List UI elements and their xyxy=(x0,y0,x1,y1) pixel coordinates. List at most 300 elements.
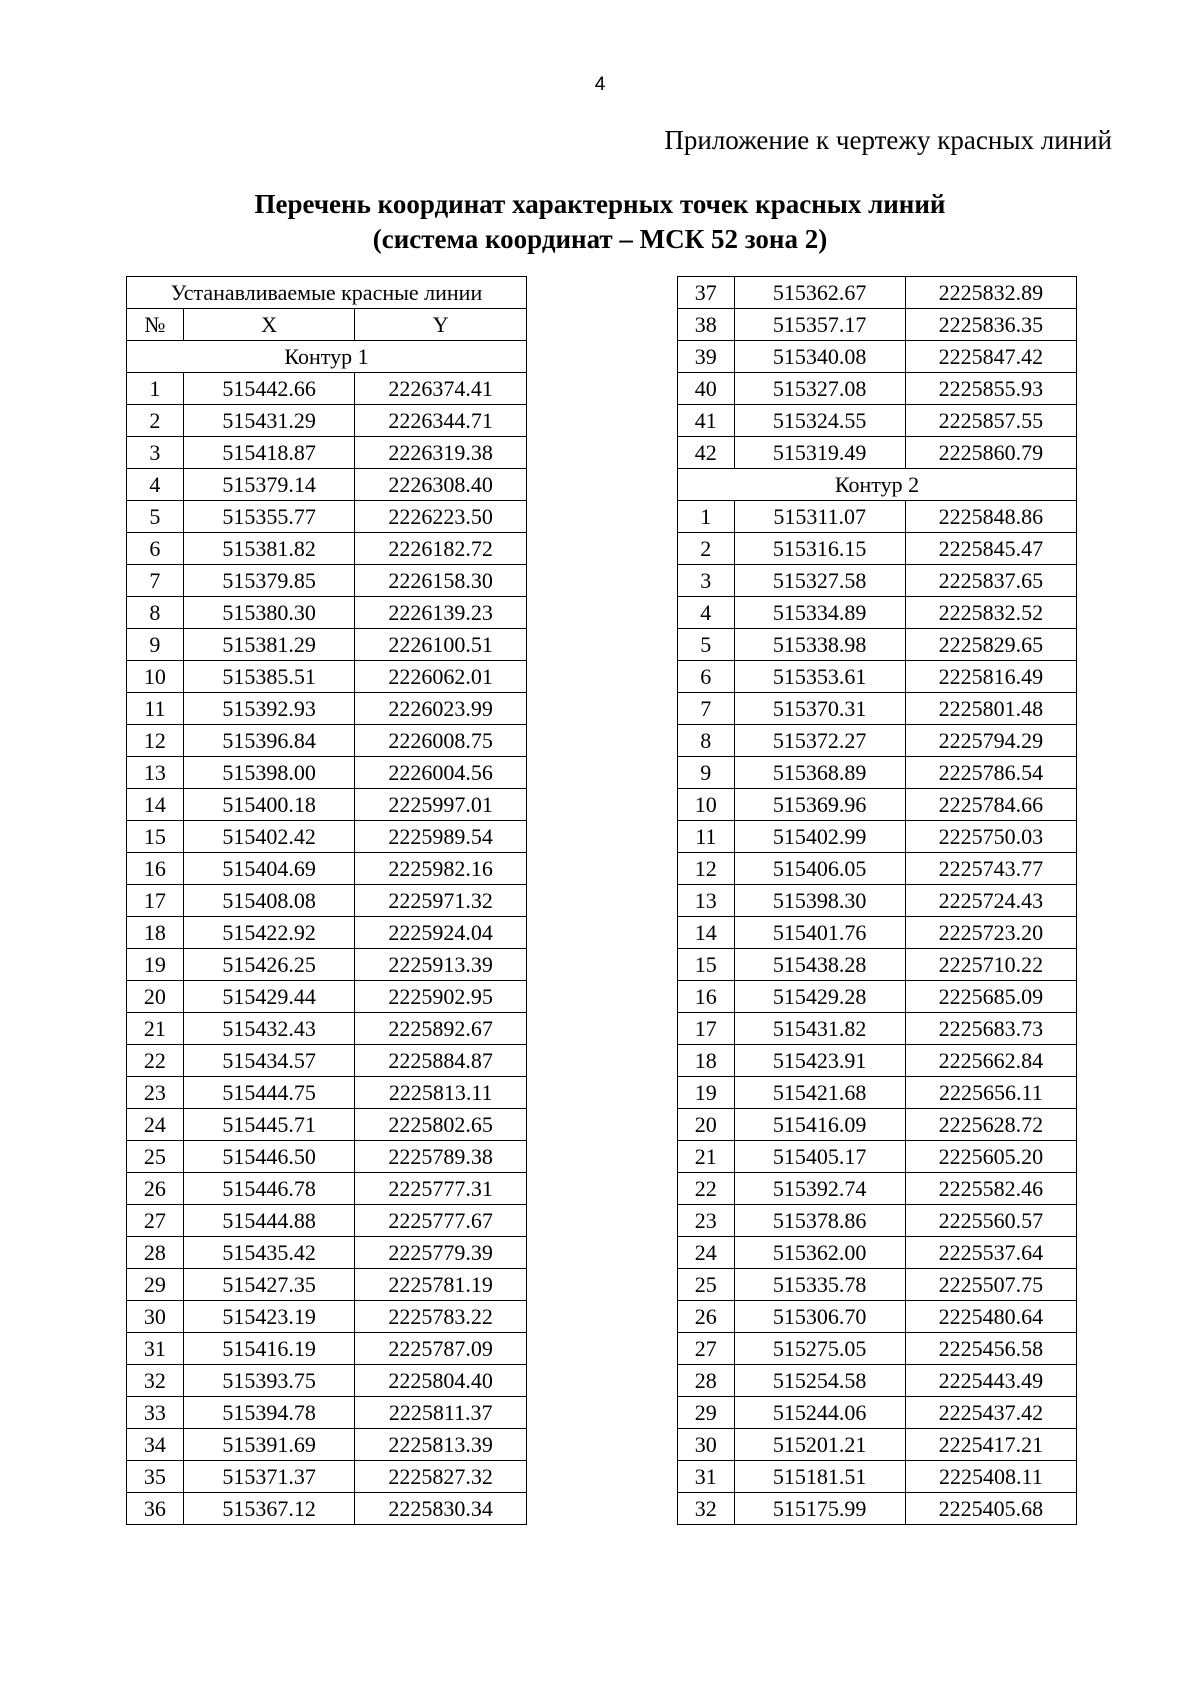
x-coordinate: 515371.37 xyxy=(183,1461,355,1493)
point-number: 32 xyxy=(678,1493,735,1525)
x-coordinate: 515402.42 xyxy=(183,821,355,853)
y-coordinate: 2225794.29 xyxy=(905,725,1076,757)
coordinates-table-left xyxy=(126,276,527,1525)
y-coordinate: 2225789.38 xyxy=(355,1141,527,1173)
point-number: 23 xyxy=(678,1205,735,1237)
point-number: 37 xyxy=(678,277,735,309)
page-number: 4 xyxy=(594,74,606,95)
section-row xyxy=(127,341,527,373)
x-coordinate: 515429.44 xyxy=(183,981,355,1013)
x-coordinate: 515446.78 xyxy=(183,1173,355,1205)
x-coordinate: 515392.74 xyxy=(734,1173,905,1205)
table-row xyxy=(127,1493,527,1525)
table-row xyxy=(127,501,527,533)
x-coordinate: 515372.27 xyxy=(734,725,905,757)
y-coordinate: 2225829.65 xyxy=(905,629,1076,661)
point-number: 29 xyxy=(678,1397,735,1429)
x-coordinate: 515319.49 xyxy=(734,437,905,469)
y-coordinate: 2225685.09 xyxy=(905,981,1076,1013)
table-row xyxy=(678,661,1077,693)
point-number: 2 xyxy=(127,405,184,437)
point-number: 23 xyxy=(127,1077,184,1109)
table-row xyxy=(127,1237,527,1269)
y-coordinate: 2225845.47 xyxy=(905,533,1076,565)
x-coordinate: 515340.08 xyxy=(734,341,905,373)
point-number: 4 xyxy=(678,597,735,629)
table-row xyxy=(678,757,1077,789)
x-coordinate: 515408.08 xyxy=(183,885,355,917)
point-number: 2 xyxy=(678,533,735,565)
point-number: 7 xyxy=(678,693,735,725)
point-number: 9 xyxy=(127,629,184,661)
table-row xyxy=(127,1109,527,1141)
table-row xyxy=(127,693,527,725)
point-number: 19 xyxy=(127,949,184,981)
y-coordinate: 2225417.21 xyxy=(905,1429,1076,1461)
x-coordinate: 515427.35 xyxy=(183,1269,355,1301)
y-coordinate: 2225456.58 xyxy=(905,1333,1076,1365)
point-number: 8 xyxy=(678,725,735,757)
x-coordinate: 515429.28 xyxy=(734,981,905,1013)
x-coordinate: 515327.08 xyxy=(734,373,905,405)
table-row xyxy=(678,1109,1077,1141)
table-row xyxy=(678,1077,1077,1109)
table-row xyxy=(127,981,527,1013)
point-number: 28 xyxy=(127,1237,184,1269)
table-row xyxy=(127,1365,527,1397)
y-coordinate: 2225437.42 xyxy=(905,1397,1076,1429)
header-x: X xyxy=(183,309,355,341)
point-number: 1 xyxy=(127,373,184,405)
table-row xyxy=(127,565,527,597)
table-row xyxy=(678,917,1077,949)
point-number: 24 xyxy=(127,1109,184,1141)
table-row xyxy=(678,405,1077,437)
x-coordinate: 515405.17 xyxy=(734,1141,905,1173)
y-coordinate: 2225683.73 xyxy=(905,1013,1076,1045)
x-coordinate: 515275.05 xyxy=(734,1333,905,1365)
x-coordinate: 515362.67 xyxy=(734,277,905,309)
y-coordinate: 2225507.75 xyxy=(905,1269,1076,1301)
table-row xyxy=(127,1013,527,1045)
table-body-left xyxy=(127,341,527,1525)
x-coordinate: 515357.17 xyxy=(734,309,905,341)
y-coordinate: 2225443.49 xyxy=(905,1365,1076,1397)
point-number: 20 xyxy=(127,981,184,1013)
x-coordinate: 515362.00 xyxy=(734,1237,905,1269)
table-row xyxy=(678,1173,1077,1205)
x-coordinate: 515201.21 xyxy=(734,1429,905,1461)
x-coordinate: 515423.19 xyxy=(183,1301,355,1333)
point-number: 4 xyxy=(127,469,184,501)
x-coordinate: 515434.57 xyxy=(183,1045,355,1077)
table-row xyxy=(678,437,1077,469)
x-coordinate: 515423.91 xyxy=(734,1045,905,1077)
table-row xyxy=(678,1045,1077,1077)
x-coordinate: 515394.78 xyxy=(183,1397,355,1429)
y-coordinate: 2225811.37 xyxy=(355,1397,527,1429)
point-number: 10 xyxy=(678,789,735,821)
x-coordinate: 515392.93 xyxy=(183,693,355,725)
y-coordinate: 2225582.46 xyxy=(905,1173,1076,1205)
x-coordinate: 515324.55 xyxy=(734,405,905,437)
y-coordinate: 2226004.56 xyxy=(355,757,527,789)
x-coordinate: 515406.05 xyxy=(734,853,905,885)
point-number: 11 xyxy=(127,693,184,725)
x-coordinate: 515404.69 xyxy=(183,853,355,885)
table-row xyxy=(127,1269,527,1301)
table-row xyxy=(678,885,1077,917)
y-coordinate: 2226182.72 xyxy=(355,533,527,565)
x-coordinate: 515311.07 xyxy=(734,501,905,533)
x-coordinate: 515421.68 xyxy=(734,1077,905,1109)
x-coordinate: 515431.29 xyxy=(183,405,355,437)
point-number: 22 xyxy=(678,1173,735,1205)
y-coordinate: 2225724.43 xyxy=(905,885,1076,917)
table-row xyxy=(678,789,1077,821)
x-coordinate: 515334.89 xyxy=(734,597,905,629)
point-number: 20 xyxy=(678,1109,735,1141)
x-coordinate: 515380.30 xyxy=(183,597,355,629)
x-coordinate: 515244.06 xyxy=(734,1397,905,1429)
table-row xyxy=(678,949,1077,981)
y-coordinate: 2225989.54 xyxy=(355,821,527,853)
x-coordinate: 515381.82 xyxy=(183,533,355,565)
y-coordinate: 2225743.77 xyxy=(905,853,1076,885)
x-coordinate: 515422.92 xyxy=(183,917,355,949)
y-coordinate: 2225836.35 xyxy=(905,309,1076,341)
y-coordinate: 2226062.01 xyxy=(355,661,527,693)
point-number: 21 xyxy=(678,1141,735,1173)
point-number: 6 xyxy=(127,533,184,565)
point-number: 29 xyxy=(127,1269,184,1301)
y-coordinate: 2225827.32 xyxy=(355,1461,527,1493)
point-number: 14 xyxy=(127,789,184,821)
y-coordinate: 2225405.68 xyxy=(905,1493,1076,1525)
y-coordinate: 2226100.51 xyxy=(355,629,527,661)
y-coordinate: 2226344.71 xyxy=(355,405,527,437)
x-coordinate: 515181.51 xyxy=(734,1461,905,1493)
x-coordinate: 515369.96 xyxy=(734,789,905,821)
y-coordinate: 2225537.64 xyxy=(905,1237,1076,1269)
table-row xyxy=(678,1013,1077,1045)
section-row xyxy=(678,469,1077,501)
table-row xyxy=(678,693,1077,725)
table-row xyxy=(127,789,527,821)
point-number: 31 xyxy=(127,1333,184,1365)
point-number: 42 xyxy=(678,437,735,469)
point-number: 15 xyxy=(127,821,184,853)
point-number: 21 xyxy=(127,1013,184,1045)
point-number: 38 xyxy=(678,309,735,341)
point-number: 1 xyxy=(678,501,735,533)
y-coordinate: 2225787.09 xyxy=(355,1333,527,1365)
y-coordinate: 2226158.30 xyxy=(355,565,527,597)
table-row xyxy=(127,1461,527,1493)
x-coordinate: 515355.77 xyxy=(183,501,355,533)
point-number: 5 xyxy=(678,629,735,661)
table-row xyxy=(127,1141,527,1173)
x-coordinate: 515254.58 xyxy=(734,1365,905,1397)
y-coordinate: 2225784.66 xyxy=(905,789,1076,821)
point-number: 40 xyxy=(678,373,735,405)
y-coordinate: 2225837.65 xyxy=(905,565,1076,597)
table-row xyxy=(127,661,527,693)
y-coordinate: 2225813.39 xyxy=(355,1429,527,1461)
table-row xyxy=(678,981,1077,1013)
y-coordinate: 2225408.11 xyxy=(905,1461,1076,1493)
table-row xyxy=(678,1365,1077,1397)
y-coordinate: 2225801.48 xyxy=(905,693,1076,725)
y-coordinate: 2225855.93 xyxy=(905,373,1076,405)
x-coordinate: 515381.29 xyxy=(183,629,355,661)
point-number: 25 xyxy=(678,1269,735,1301)
y-coordinate: 2225783.22 xyxy=(355,1301,527,1333)
point-number: 22 xyxy=(127,1045,184,1077)
y-coordinate: 2226023.99 xyxy=(355,693,527,725)
table-row xyxy=(678,1237,1077,1269)
point-number: 26 xyxy=(678,1301,735,1333)
point-number: 16 xyxy=(127,853,184,885)
header-y: Y xyxy=(355,309,527,341)
table-row xyxy=(678,1205,1077,1237)
table-caption-row xyxy=(127,277,527,309)
x-coordinate: 515400.18 xyxy=(183,789,355,821)
table-row xyxy=(678,821,1077,853)
y-coordinate: 2225982.16 xyxy=(355,853,527,885)
x-coordinate: 515370.31 xyxy=(734,693,905,725)
table-row xyxy=(127,949,527,981)
table-row xyxy=(127,1205,527,1237)
table-row xyxy=(678,1461,1077,1493)
point-number: 26 xyxy=(127,1173,184,1205)
table-row xyxy=(678,629,1077,661)
y-coordinate: 2226008.75 xyxy=(355,725,527,757)
x-coordinate: 515367.12 xyxy=(183,1493,355,1525)
y-coordinate: 2225971.32 xyxy=(355,885,527,917)
y-coordinate: 2225913.39 xyxy=(355,949,527,981)
x-coordinate: 515442.66 xyxy=(183,373,355,405)
title-line-1: Перечень координат характерных точек красных линий xyxy=(254,189,946,219)
section-label: Контур 2 xyxy=(678,469,1077,501)
point-number: 18 xyxy=(678,1045,735,1077)
table-row xyxy=(127,821,527,853)
point-number: 16 xyxy=(678,981,735,1013)
y-coordinate: 2225781.19 xyxy=(355,1269,527,1301)
x-coordinate: 515391.69 xyxy=(183,1429,355,1461)
table-body-right xyxy=(678,277,1077,1525)
y-coordinate: 2225779.39 xyxy=(355,1237,527,1269)
table-row xyxy=(127,1397,527,1429)
point-number: 17 xyxy=(678,1013,735,1045)
point-number: 12 xyxy=(678,853,735,885)
y-coordinate: 2225480.64 xyxy=(905,1301,1076,1333)
point-number: 39 xyxy=(678,341,735,373)
table-row xyxy=(127,1301,527,1333)
section-label: Контур 1 xyxy=(127,341,527,373)
table-row xyxy=(127,629,527,661)
point-number: 35 xyxy=(127,1461,184,1493)
point-number: 9 xyxy=(678,757,735,789)
table-row xyxy=(678,1493,1077,1525)
table-row xyxy=(678,597,1077,629)
table-row xyxy=(127,469,527,501)
point-number: 15 xyxy=(678,949,735,981)
table-row xyxy=(127,1333,527,1365)
table-row xyxy=(678,1301,1077,1333)
point-number: 19 xyxy=(678,1077,735,1109)
point-number: 14 xyxy=(678,917,735,949)
y-coordinate: 2225857.55 xyxy=(905,405,1076,437)
title-line-2: (система координат – МСК 52 зона 2) xyxy=(372,224,828,254)
point-number: 41 xyxy=(678,405,735,437)
y-coordinate: 2225786.54 xyxy=(905,757,1076,789)
table-row xyxy=(127,885,527,917)
x-coordinate: 515445.71 xyxy=(183,1109,355,1141)
table-row xyxy=(678,501,1077,533)
x-coordinate: 515401.76 xyxy=(734,917,905,949)
x-coordinate: 515416.19 xyxy=(183,1333,355,1365)
y-coordinate: 2225892.67 xyxy=(355,1013,527,1045)
table-row xyxy=(127,757,527,789)
table-row xyxy=(678,1333,1077,1365)
table-row xyxy=(678,341,1077,373)
y-coordinate: 2225750.03 xyxy=(905,821,1076,853)
point-number: 8 xyxy=(127,597,184,629)
y-coordinate: 2225723.20 xyxy=(905,917,1076,949)
x-coordinate: 515438.28 xyxy=(734,949,905,981)
x-coordinate: 515426.25 xyxy=(183,949,355,981)
point-number: 31 xyxy=(678,1461,735,1493)
y-coordinate: 2226319.38 xyxy=(355,437,527,469)
appendix-title: Приложение к чертежу красных линий xyxy=(664,125,1112,155)
point-number: 11 xyxy=(678,821,735,853)
x-coordinate: 515444.88 xyxy=(183,1205,355,1237)
x-coordinate: 515444.75 xyxy=(183,1077,355,1109)
y-coordinate: 2226139.23 xyxy=(355,597,527,629)
y-coordinate: 2225804.40 xyxy=(355,1365,527,1397)
table-row xyxy=(127,533,527,565)
table-row xyxy=(678,853,1077,885)
y-coordinate: 2225560.57 xyxy=(905,1205,1076,1237)
y-coordinate: 2225860.79 xyxy=(905,437,1076,469)
x-coordinate: 515416.09 xyxy=(734,1109,905,1141)
x-coordinate: 515431.82 xyxy=(734,1013,905,1045)
table-row xyxy=(678,1397,1077,1429)
x-coordinate: 515446.50 xyxy=(183,1141,355,1173)
point-number: 5 xyxy=(127,501,184,533)
x-coordinate: 515398.30 xyxy=(734,885,905,917)
table-row xyxy=(127,1045,527,1077)
table-row xyxy=(678,533,1077,565)
y-coordinate: 2226308.40 xyxy=(355,469,527,501)
point-number: 12 xyxy=(127,725,184,757)
point-number: 34 xyxy=(127,1429,184,1461)
point-number: 24 xyxy=(678,1237,735,1269)
table-header-row xyxy=(127,309,527,341)
y-coordinate: 2225816.49 xyxy=(905,661,1076,693)
x-coordinate: 515418.87 xyxy=(183,437,355,469)
table-row xyxy=(678,565,1077,597)
table-caption: Устанавливаемые красные линии xyxy=(127,277,527,309)
y-coordinate: 2225628.72 xyxy=(905,1109,1076,1141)
table-row xyxy=(127,917,527,949)
y-coordinate: 2225902.95 xyxy=(355,981,527,1013)
point-number: 28 xyxy=(678,1365,735,1397)
point-number: 13 xyxy=(678,885,735,917)
table-row xyxy=(678,1269,1077,1301)
y-coordinate: 2225832.89 xyxy=(905,277,1076,309)
x-coordinate: 515379.85 xyxy=(183,565,355,597)
coordinates-table-right xyxy=(677,276,1077,1525)
y-coordinate: 2225656.11 xyxy=(905,1077,1076,1109)
x-coordinate: 515368.89 xyxy=(734,757,905,789)
point-number: 25 xyxy=(127,1141,184,1173)
table-row xyxy=(127,405,527,437)
table-row xyxy=(678,309,1077,341)
point-number: 30 xyxy=(127,1301,184,1333)
point-number: 27 xyxy=(678,1333,735,1365)
x-coordinate: 515398.00 xyxy=(183,757,355,789)
y-coordinate: 2225777.67 xyxy=(355,1205,527,1237)
y-coordinate: 2226374.41 xyxy=(355,373,527,405)
x-coordinate: 515378.86 xyxy=(734,1205,905,1237)
point-number: 7 xyxy=(127,565,184,597)
x-coordinate: 515432.43 xyxy=(183,1013,355,1045)
table-row xyxy=(127,597,527,629)
table-row xyxy=(127,853,527,885)
table-row xyxy=(127,1077,527,1109)
table-row xyxy=(127,437,527,469)
table-row xyxy=(678,725,1077,757)
x-coordinate: 515327.58 xyxy=(734,565,905,597)
y-coordinate: 2226223.50 xyxy=(355,501,527,533)
point-number: 13 xyxy=(127,757,184,789)
point-number: 18 xyxy=(127,917,184,949)
y-coordinate: 2225847.42 xyxy=(905,341,1076,373)
document-title xyxy=(0,187,1200,257)
x-coordinate: 515335.78 xyxy=(734,1269,905,1301)
point-number: 30 xyxy=(678,1429,735,1461)
table-row xyxy=(127,725,527,757)
x-coordinate: 515435.42 xyxy=(183,1237,355,1269)
point-number: 10 xyxy=(127,661,184,693)
point-number: 17 xyxy=(127,885,184,917)
x-coordinate: 515396.84 xyxy=(183,725,355,757)
x-coordinate: 515175.99 xyxy=(734,1493,905,1525)
y-coordinate: 2225832.52 xyxy=(905,597,1076,629)
point-number: 33 xyxy=(127,1397,184,1429)
x-coordinate: 515385.51 xyxy=(183,661,355,693)
header-number: № xyxy=(127,309,184,341)
y-coordinate: 2225997.01 xyxy=(355,789,527,821)
y-coordinate: 2225884.87 xyxy=(355,1045,527,1077)
x-coordinate: 515393.75 xyxy=(183,1365,355,1397)
point-number: 32 xyxy=(127,1365,184,1397)
table-row xyxy=(678,1429,1077,1461)
table-row xyxy=(678,373,1077,405)
x-coordinate: 515306.70 xyxy=(734,1301,905,1333)
y-coordinate: 2225830.34 xyxy=(355,1493,527,1525)
table-row xyxy=(127,1173,527,1205)
point-number: 27 xyxy=(127,1205,184,1237)
x-coordinate: 515316.15 xyxy=(734,533,905,565)
x-coordinate: 515338.98 xyxy=(734,629,905,661)
y-coordinate: 2225662.84 xyxy=(905,1045,1076,1077)
point-number: 36 xyxy=(127,1493,184,1525)
y-coordinate: 2225924.04 xyxy=(355,917,527,949)
point-number: 3 xyxy=(678,565,735,597)
